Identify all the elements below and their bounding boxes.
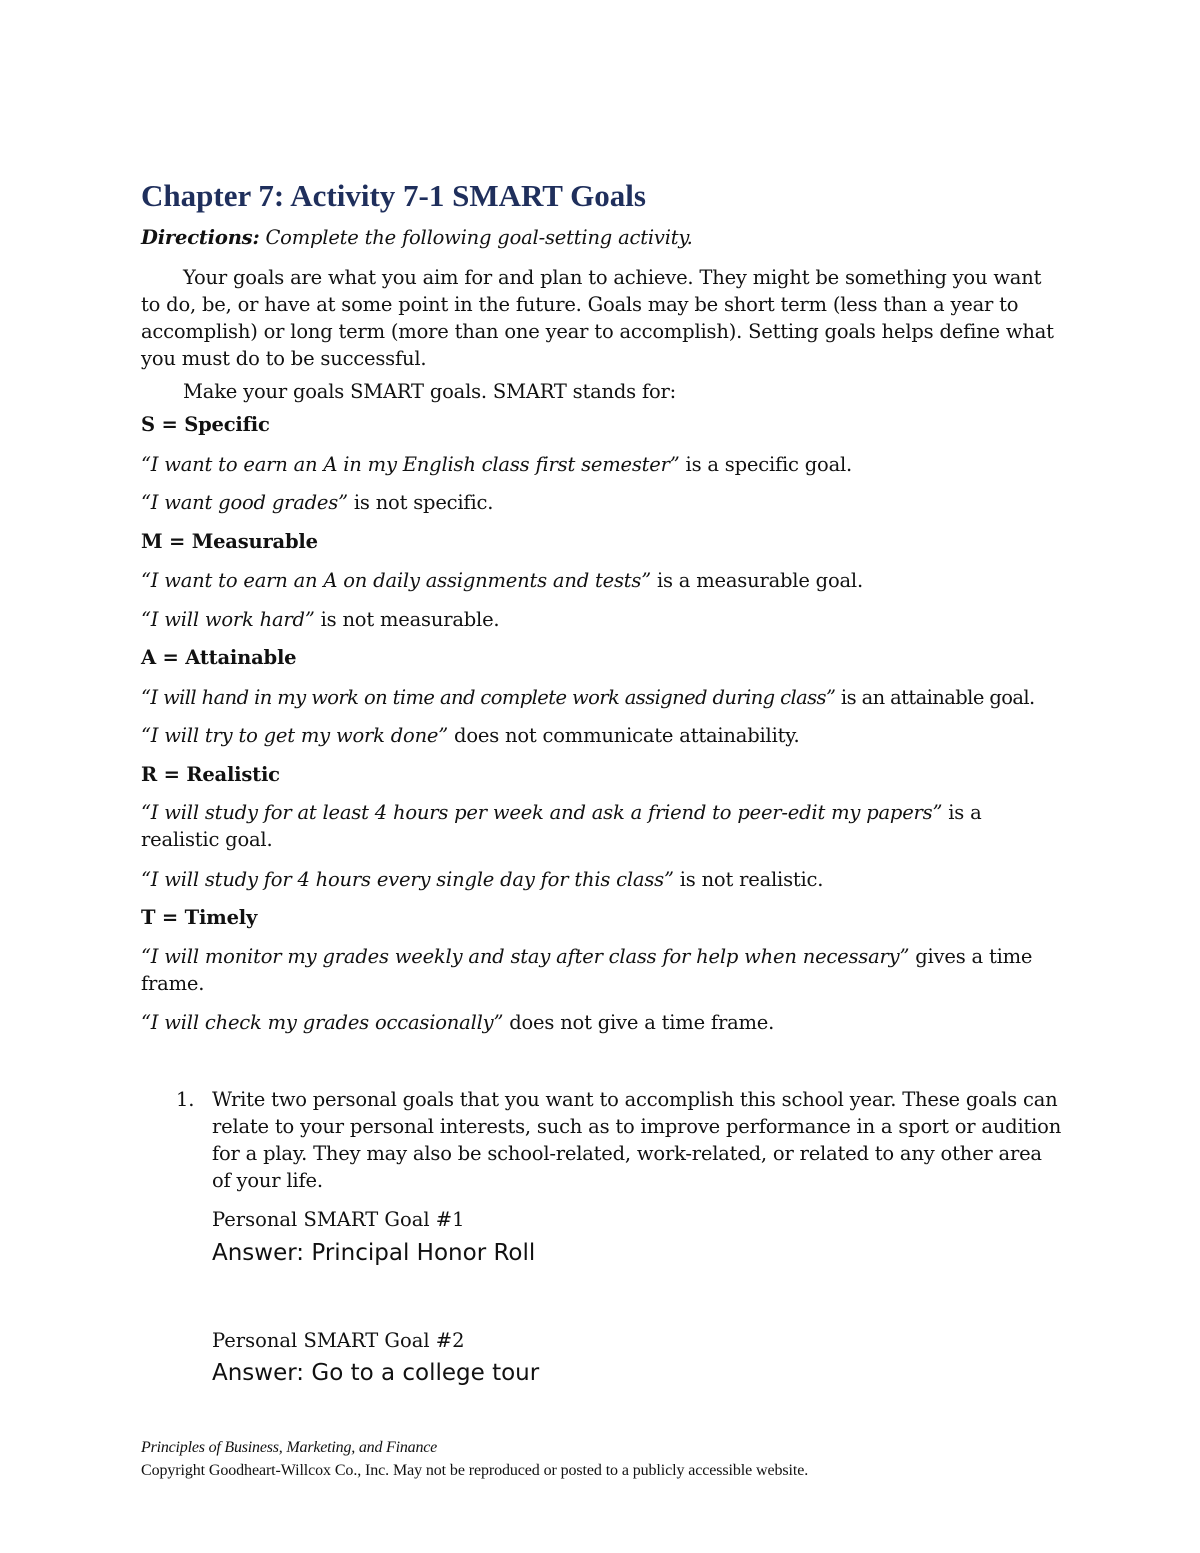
smart-heading-attainable: A = Attainable xyxy=(141,646,297,669)
goal-1-label: Personal SMART Goal #1 xyxy=(212,1208,465,1231)
intro-paragraph-1: Your goals are what you aim for and plan to achieve. They might be something you want to do, be, or have at some point in the future. Goals may be short term (less than a year to accomplish) or long term (more than one year to accomplish). Setting goals helps define what you must do to be successful. xyxy=(141,266,1054,370)
page-title: Chapter 7: Activity 7-1 SMART Goals xyxy=(141,178,646,213)
directions-text: Complete the following goal-setting activity. xyxy=(259,226,693,249)
footer-copyright: Copyright Goodheart-Willcox Co., Inc. May not be reproduced or posted to a publicly accessible website. xyxy=(141,1462,809,1479)
question-item xyxy=(176,1086,1066,1194)
smart-heading-specific: S = Specific xyxy=(141,413,270,436)
smart-example: “I will hand in my work on time and complete work assigned during class” is an attainable goal. xyxy=(141,686,1035,709)
smart-example: “I want to earn an A on daily assignments and tests” is a measurable goal. xyxy=(141,569,863,592)
smart-heading-measurable: M = Measurable xyxy=(141,530,318,553)
smart-example: “I will study for at least 4 hours per week and ask a friend to peer-edit my papers” is a realistic goal. xyxy=(141,801,982,851)
smart-example: “I will try to get my work done” does not communicate attainability. xyxy=(141,724,800,747)
smart-example: “I will work hard” is not measurable. xyxy=(141,608,500,631)
directions-label: Directions: xyxy=(141,226,260,249)
smart-example: “I want to earn an A in my English class first semester” is a specific goal. xyxy=(141,453,853,476)
question-number: 1. xyxy=(176,1088,195,1111)
smart-example: “I want good grades” is not specific. xyxy=(141,491,494,514)
directions xyxy=(141,224,1061,251)
smart-heading-realistic: R = Realistic xyxy=(141,763,280,786)
intro-paragraph-2: Make your goals SMART goals. SMART stands for: xyxy=(183,380,677,403)
goal-2-answer[interactable]: Answer: Go to a college tour xyxy=(212,1360,540,1386)
smart-example: “I will monitor my grades weekly and stay after class for help when necessary” gives a time frame. xyxy=(141,945,1033,995)
question-text: Write two personal goals that you want to accomplish this school year. These goals can relate to your personal interests, such as to improve performance in a sport or audition for a play. They may also be school-related, work-related, or related to any other area of your life. xyxy=(212,1088,1062,1192)
smart-example: “I will check my grades occasionally” does not give a time frame. xyxy=(141,1011,775,1034)
smart-example: “I will study for 4 hours every single day for this class” is not realistic. xyxy=(141,868,824,891)
goal-2-label: Personal SMART Goal #2 xyxy=(212,1329,465,1352)
smart-heading-timely: T = Timely xyxy=(141,906,258,929)
footer-book-title: Principles of Business, Marketing, and Finance xyxy=(141,1439,438,1456)
goal-1-answer[interactable]: Answer: Principal Honor Roll xyxy=(212,1240,536,1266)
